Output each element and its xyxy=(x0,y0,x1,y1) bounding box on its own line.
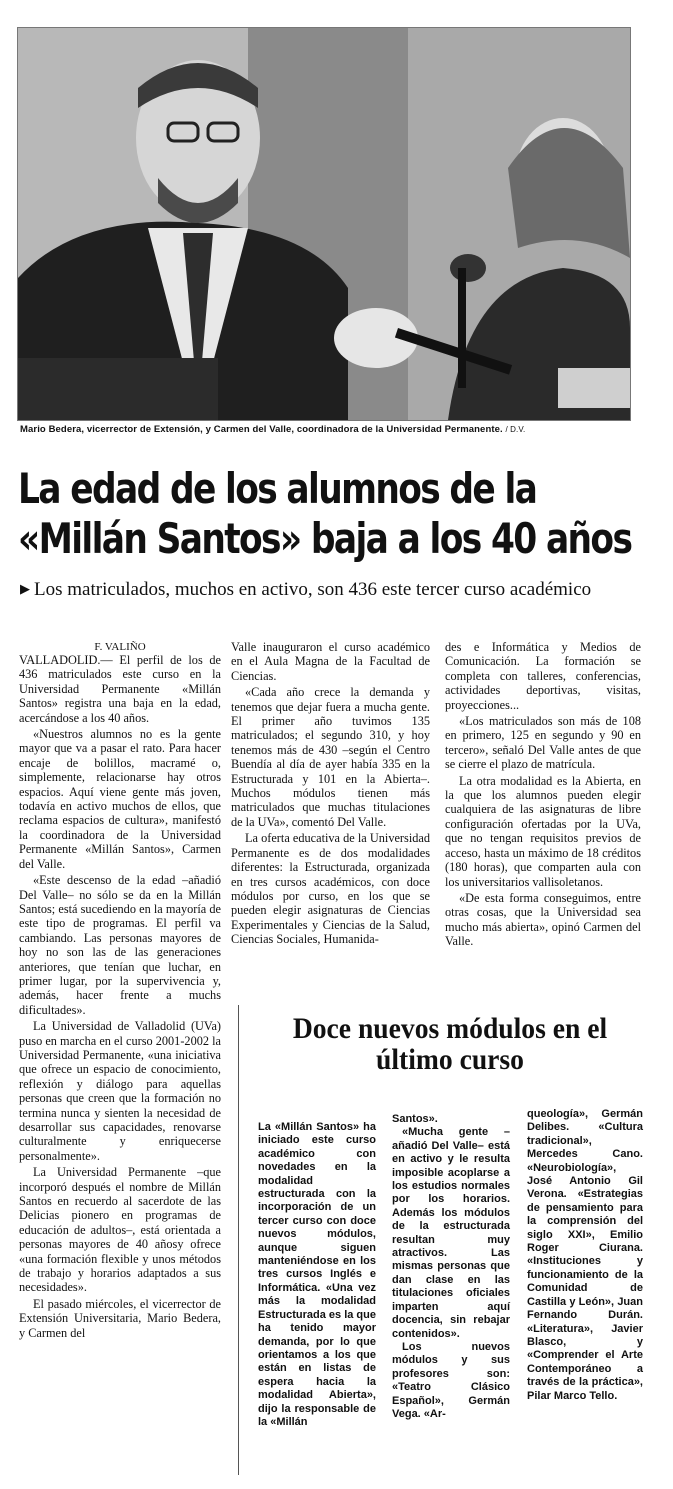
box-column-2 xyxy=(392,1113,510,1421)
paragraph: «Nuestros alumnos no es la gente mayor que va a pasar el rato. Para hacer encaje de bolillos, macramé o, simplemente, relacionarse hay otros espacios. Aquí viene gente más joven, todavía en activo muchos de ellos, que reclama espacios de cultura», manifestó la coordinadora de la Universidad Permanente «Millán Santos», Carmen del Valle. xyxy=(19,727,221,871)
article-column-1 xyxy=(19,641,221,1342)
article-column-2 xyxy=(231,640,430,949)
news-photo xyxy=(17,27,631,421)
photo-credit: / D.V. xyxy=(505,425,526,434)
paragraph: VALLADOLID.— El perfil de los de 436 matriculados este curso en la Universidad Permanente «Millán Santos» registra una baja en la edad, acercándose a los 40 años. xyxy=(19,653,221,725)
triangle-bullet-icon: ▶ xyxy=(20,581,30,596)
paragraph: des e Informática y Medios de Comunicación. La formación se completa con talleres, conferencias, actividades deportivas, visitas, proyecciones... xyxy=(445,640,641,712)
paragraph: Santos». xyxy=(392,1113,438,1125)
box-column-1 xyxy=(258,1121,376,1429)
subheadline-text: Los matriculados, muchos en activo, son 436 este tercer curso académico xyxy=(34,579,592,600)
paragraph: La oferta educativa de la Universidad Permanente es de dos modalidades diferentes: la Estructurada, organizada en tres cursos académicos, con doce módulos por curso, en los que se pueden elegir asignaturas de Ciencias Experimentales y Ciencias de la Salud, Ciencias Sociales, Humanida- xyxy=(231,831,430,947)
paragraph: La Universidad de Valladolid (UVa) puso en marcha en el curso 2001-2002 la Universidad Permanente, «una iniciativa que ofrece un espacio de conocimiento, reflexión y diálogo para aquellas personas que creen que la formación no termina nunca y sienten la necesidad de desarrollar sus capacidades, renovarse culturalmente y enriquecerse personalmente». xyxy=(19,1019,221,1163)
paragraph: El pasado miércoles, el vicerrector de Extensión Universitaria, Mario Bedera, y Carmen del xyxy=(19,1296,221,1340)
paragraph: «Este descenso de la edad –añadió Del Valle– no sólo se da en la Millán Santos; está sucediendo en la mayoría de este tipo de programas. El perfil va cambiando. Las personas mayores de hoy no son las de las generaciones anteriores, que tenían que luchar, en primer lugar, por la supervivencia y, además, hacer frente a muchs dificultades». xyxy=(19,873,221,1017)
paragraph: «Cada año crece la demanda y tenemos que dejar fuera a mucha gente. El primer año tuvimos 135 matriculados; el segundo 310, y hoy tenemos más de 430 –según el Centro Buendía al día de ayer había 335 en la Estructurada y 101 en la Abierta–. Muchos módulos tienen más matriculados que muchas titulaciones de la UVa», comentó Del Valle. xyxy=(231,685,430,829)
headline xyxy=(18,464,632,564)
subheadline xyxy=(20,579,640,601)
article-column-3 xyxy=(445,640,641,951)
headline-line-1: La edad de los alumnos de la xyxy=(18,464,537,513)
headline-line-2: «Millán Santos» baja a los 40 años xyxy=(18,514,632,563)
paragraph: Los nuevos módulos y sus profesores son: «Teatro Clásico Español», Germán Vega. «Ar- xyxy=(392,1340,510,1420)
box-title-line-2: último curso xyxy=(376,1043,524,1076)
paragraph: Valle inauguraron el curso académico en el Aula Magna de la Facultad de Ciencias. xyxy=(231,640,430,683)
column-divider xyxy=(238,1005,239,1475)
box-title xyxy=(266,1013,634,1075)
byline: F. VALIÑO xyxy=(94,641,146,653)
paragraph: La Universidad Permanente –que incorporó después el nombre de Millán Santos en recuerdo al sacerdote de las Delicias pionero en programas de educación de adultos–, está orientada a personas mayores de 40 añosy ofrece «una formación flexible y unos métodos de trabajo y horarios adaptados a sus necesidades». xyxy=(19,1165,221,1295)
caption-text: Mario Bedera, vicerrector de Extensión, y Carmen del Valle, coordinadora de la Universidad Permanente. xyxy=(20,424,503,435)
paragraph: La «Millán Santos» ha iniciado este curso académico con novedades en la modalidad estructurada con la incorporación de un tercer curso con doce nuevos módulos, aunque siguen manteniéndose en los tres cursos Inglés e Informática. «Una vez más la modalidad Estructurada es la que ha tenido mayor demanda, por lo que orientamos a los que están en listas de espera hacia la modalidad Abierta», dijo la responsable de la «Millán xyxy=(258,1121,376,1428)
paragraph: «Mucha gente –añadió Del Valle– está en activo y le resulta imposible acoplarse a los estudios normales por los horarios. Además los módulos de la estructurada resultan muy atractivos. Las mismas personas que dan clase en las titulaciones oficiales imparten aquí docencia, sin rebajar contenidos». xyxy=(392,1126,510,1340)
photo-caption xyxy=(20,424,640,435)
paragraph: «De esta forma conseguimos, entre otras cosas, que la Universidad sea mucho más abierta», opinó Carmen del Valle. xyxy=(445,890,641,949)
box-title-line-1: Doce nuevos módulos en el xyxy=(292,1012,608,1045)
paragraph: queología», Germán Delibes. «Cultura tradicional», Mercedes Cano. «Neurobiología», José Antonio Gil Verona. «Estrategias de pensamiento para la comprensión del siglo XXI», Emilio Roger Ciurana. «Instituciones y funcionamiento de la Comunidad de Castilla y León», Juan Fernando Durán. «Literatura», Javier Blasco, y «Comprender el Arte Contemporáneo a través de la práctica», Pilar Marco Tello. xyxy=(527,1108,643,1402)
photo-illustration xyxy=(18,28,630,420)
paragraph: «Los matriculados son más de 108 en primero, 125 en segundo y 90 en tercero», señaló Del Valle antes de que se cierre el plazo de matrícula. xyxy=(445,714,641,772)
paragraph: La otra modalidad es la Abierta, en la que los alumnos pueden elegir cualquiera de las asignaturas de libre configuración ofertadas por la UVa, que no tengan requisitos previos de acceso, hasta un máximo de 18 créditos (180 horas), que comparten aula con los universitarios vallisoletanos. xyxy=(445,773,641,889)
box-column-3 xyxy=(527,1108,643,1403)
